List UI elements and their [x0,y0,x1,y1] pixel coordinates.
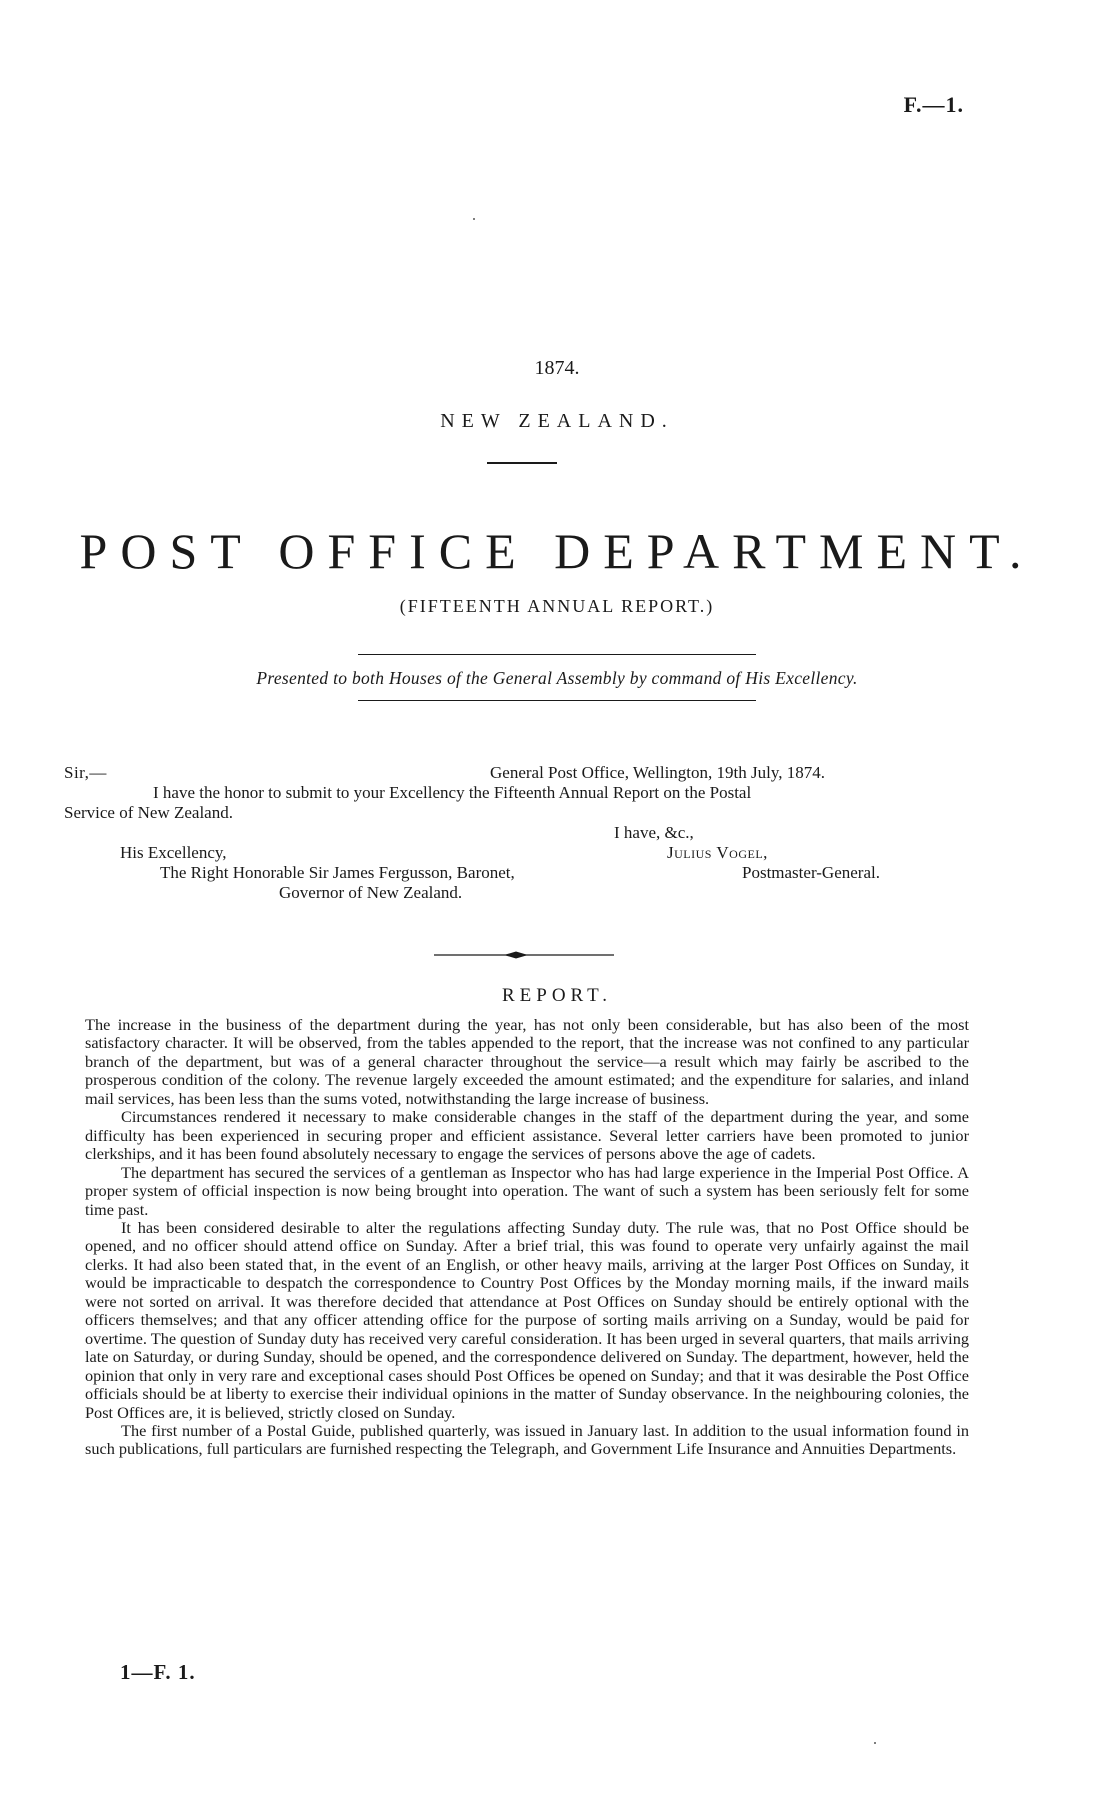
report-paragraph: It has been considered desirable to alter the regulations affecting Sunday duty. The rule was, that no Post Office should be opened, and no officer should attend office on Sunday. After a brief trial, this was found to operate very unfairly against the mail clerks. It had also been stated that, in the event of an English, or other heavy mails, arriving at the larger Post Offices on Sunday, it would be impracticable to despatch the correspondence to Country Post Offices by the Monday morning mails, if the inward mails were not sorted on arrival. It was therefore decided that attendance at Post Offices on Sunday should be entirely optional with the officers themselves; and that any officer attending office for the purpose of sorting mails arriving on a Sunday, would be paid for overtime. The question of Sunday duty has received very careful consideration. It has been urged in several quarters, that mails arriving late on Saturday, or during Sunday, should be opened, and the correspondence delivered on Sunday. The department, however, held the opinion that only in very rare and exceptional cases should Post Offices be opened on Sunday; and that it was desirable the Post Office officials should be at liberty to exercise their individual opinions in the matter of Sunday observance. In the neighbouring colonies, the Post Offices are, it is believed, strictly closed on Sunday. [85,1217,969,1422]
report-paragraph: Circumstances rendered it necessary to make considerable changes in the staff of the department during the year, and some difficulty has been experienced in securing proper and efficient assistance. Several letter carriers have been promoted to junior clerkships, and it has been found absolutely necessary to engage the services of persons above the age of cadets. [85,1107,969,1164]
short-rule [487,462,557,464]
letter-closing: I have, &c., [614,823,694,842]
letter-salutation: Sir,— [64,763,107,782]
addressee-line-1: His Excellency, [120,843,227,862]
ornamental-divider [434,950,614,960]
rule-below-presented [358,700,756,701]
signer-title: Postmaster-General. [742,863,880,882]
letter-location-date: General Post Office, Wellington, 19th July, 1874. [490,763,825,782]
year: 1874. [534,357,580,379]
report-paragraph: The increase in the business of the department during the year, has not only been considerable, but has also been of the most satisfactory character. It will be observed, from the tables appended to the report, that the increase was not confined to any particular branch of the department, but was of a general character throughout the service—a result which may fairly be ascribed to the prosperous condition of the colony. The revenue largely exceeded the amount estimated; and the expenditure for salaries, and inland mail services, has been less than the sums voted, notwithstanding the large increase of business. [85,1015,969,1108]
paper-speck [874,1742,876,1744]
report-body [85,1016,969,1459]
letter-body-line-2: Service of New Zealand. [64,803,233,822]
report-paragraph: The department has secured the services of a gentleman as Inspector who has had large experience in the Imperial Post Office. A proper system of official inspection is now being brought into operation. The want of such a system has been seriously felt for some time past. [85,1162,969,1219]
letter-body-line-1: I have the honor to submit to your Excellency the Fifteenth Annual Report on the Postal [153,783,752,802]
addressee-line-3: Governor of New Zealand. [279,883,463,902]
printer-signature: 1—F. 1. [120,1660,196,1684]
report-paragraph: The first number of a Postal Guide, published quarterly, was issued in January last. In addition to the usual information found in such publications, full particulars are furnished respecting the Telegraph, and Government Life Insurance and Annuities Departments. [85,1420,969,1459]
document-reference: F.—1. [903,92,964,117]
presented-line: Presented to both Houses of the General Assembly by command of His Excellency. [256,668,858,688]
report-heading: REPORT. [501,985,613,1006]
addressee-line-2: The Right Honorable Sir James Fergusson, Baronet, [160,863,515,882]
signer-name: Julius Vogel, [667,843,768,862]
country-heading: NEW ZEALAND. [440,410,674,432]
page-subtitle: (FIFTEENTH ANNUAL REPORT.) [399,596,715,616]
rule-above-presented [358,654,756,655]
paper-speck [473,218,475,220]
page-title: POST OFFICE DEPARTMENT. [79,523,1035,579]
